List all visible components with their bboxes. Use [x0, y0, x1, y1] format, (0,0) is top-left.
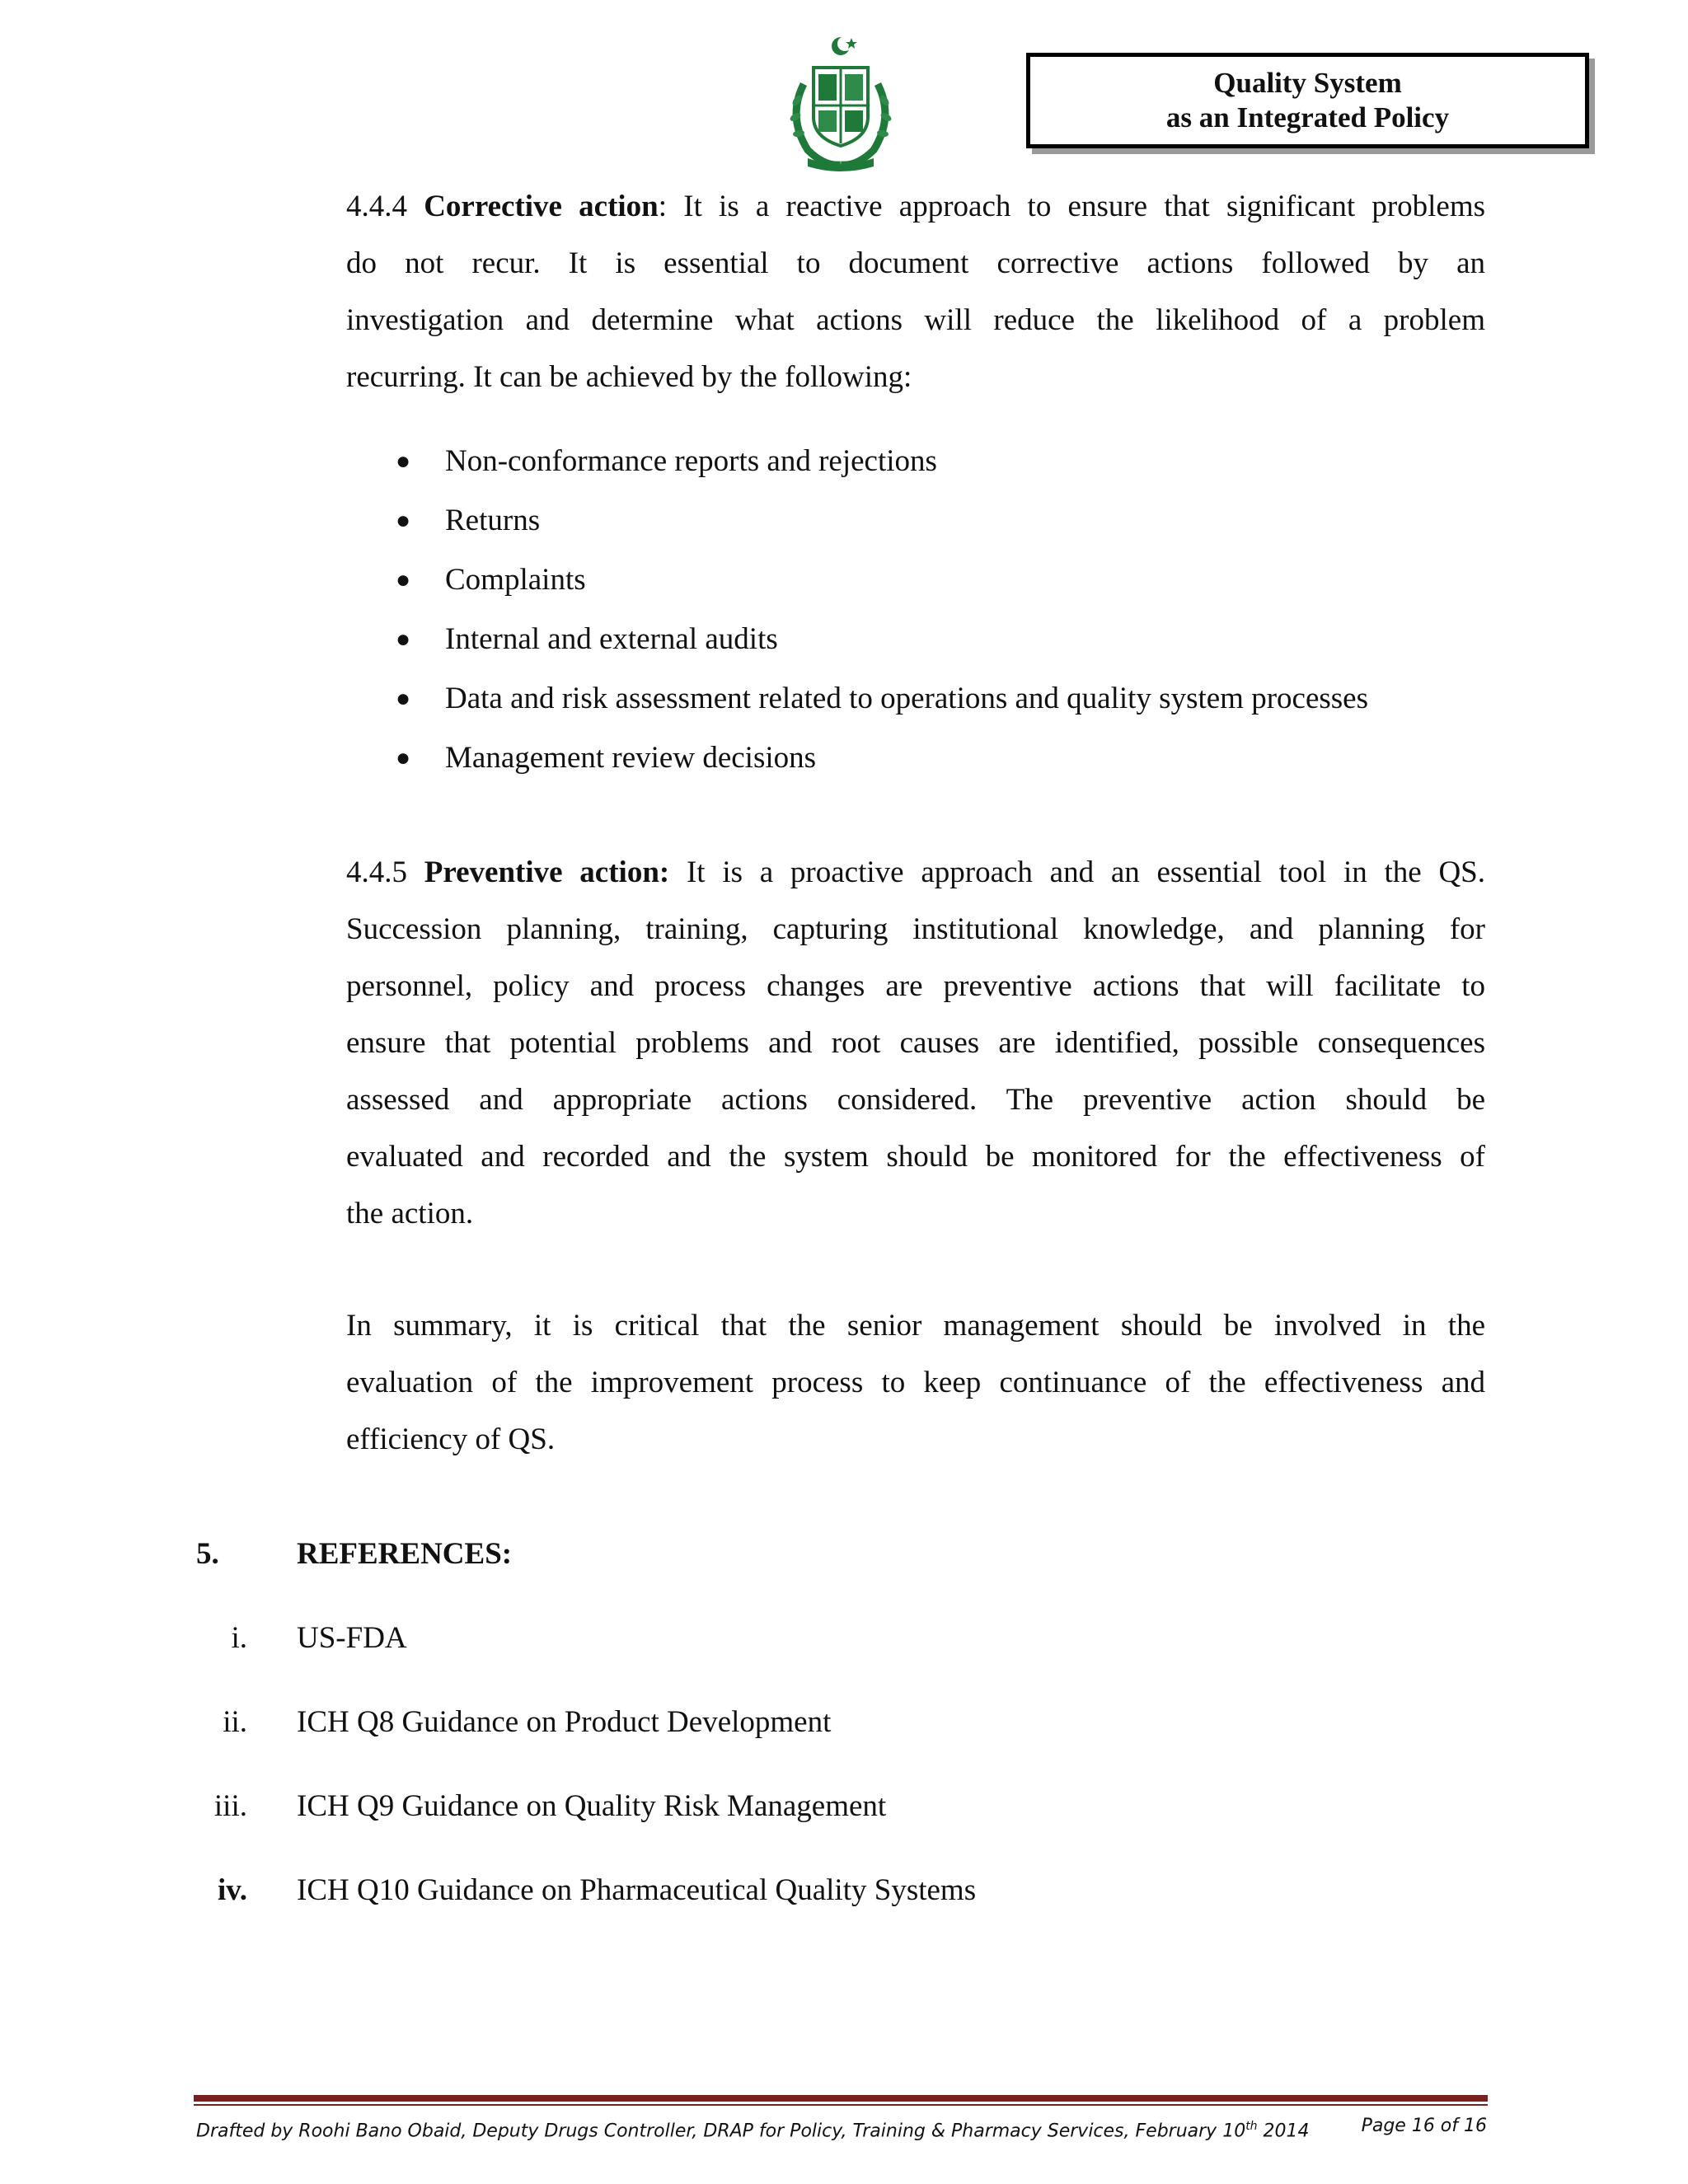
bullet-icon: ● [396, 626, 411, 653]
corrective-action-paragraph: 4.4.4 Corrective action: It is a reactive approach to ensure that significant problems do not recur. It is essential to document corrective actions followed by an investigation and determine what actions will reduce the likelihood of a problem recurring. It can be achieved by the following: [346, 190, 1486, 394]
section-number: 4.4.5 [346, 855, 407, 889]
summary-paragraph: In summary, it is critical that the senior management should be involved in the evaluation of the improvement process to keep continuance of the effectiveness and efficiency of QS. [346, 1309, 1485, 1456]
reference-item: ICH Q8 Guidance on Product Development [297, 1705, 832, 1739]
reference-item: US-FDA [297, 1621, 407, 1655]
section-number: 4.4.4 [346, 190, 407, 223]
list-item: ● Non-conformance reports and rejections [346, 432, 1485, 491]
preventive-action-term: Preventive action: [424, 855, 670, 889]
list-item: ● Data and risk assessment related to operations and quality system processes [346, 669, 1485, 729]
footer-credit: Drafted by Roohi Bano Obaid, Deputy Drugs Controller, DRAP for Policy, Training & Pharmacy Services, February 10th 2014 [196, 2120, 1310, 2142]
bullet-icon: ● [396, 744, 411, 771]
reference-item: ICH Q9 Guidance on Quality Risk Management [297, 1789, 887, 1823]
page-footer [196, 2108, 1487, 2149]
bullet-icon: ● [396, 448, 411, 475]
references-number: 5. [196, 1537, 219, 1571]
document-title-line-1: Quality System [1213, 67, 1402, 99]
corrective-action-list [346, 432, 1485, 788]
list-item: ● Management review decisions [346, 729, 1485, 788]
list-item: ● Returns [346, 491, 1485, 551]
preventive-action-paragraph: 4.4.5 Preventive action: It is a proactive approach and an essential tool in the QS. Succession planning, training, capturing institutional knowledge, and planning for personnel, policy and process changes are preventive actions that will facilitate to ensure that potential problems and root causes are identified, possible consequences assessed and appropriate actions considered. The preventive action should be evaluated and recorded and the system should be monitored for the effectiveness of the action. [346, 855, 1485, 1230]
footer-divider [194, 2095, 1488, 2102]
list-item: ● Internal and external audits [346, 610, 1485, 669]
document-title-line-2: as an Integrated Policy [1165, 101, 1450, 134]
references-heading: REFERENCES: [297, 1537, 513, 1571]
document-title-box [1026, 53, 1589, 148]
reference-number: i. [231, 1621, 247, 1655]
list-item: ● Complaints [346, 551, 1485, 610]
reference-item: ICH Q10 Guidance on Pharmaceutical Quality Systems [297, 1873, 977, 1907]
bullet-icon: ● [396, 685, 411, 712]
reference-number: iv. [218, 1873, 247, 1907]
bullet-icon: ● [396, 507, 411, 534]
page-number: Page 16 of 16 [1361, 2116, 1487, 2136]
state-emblem-icon [779, 35, 903, 176]
corrective-action-term: Corrective action [424, 190, 659, 223]
reference-number: ii. [223, 1705, 247, 1739]
reference-number: iii. [213, 1789, 247, 1823]
bullet-icon: ● [396, 566, 411, 593]
footer-divider-thin [194, 2104, 1488, 2106]
